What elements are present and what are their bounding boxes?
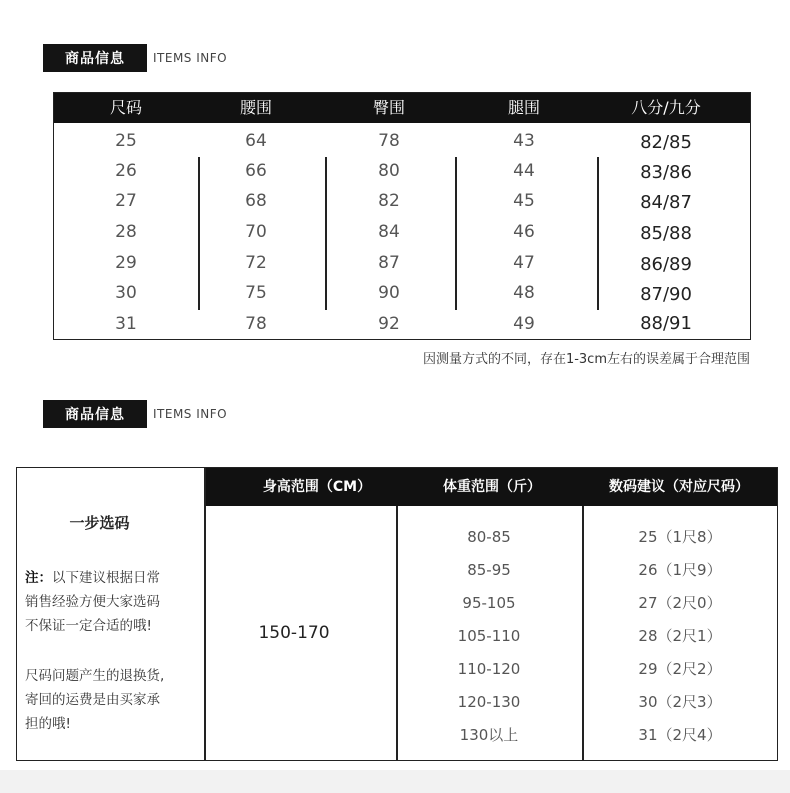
table-header xyxy=(54,93,750,123)
cell-waist: 64 xyxy=(245,131,267,151)
header-thigh: 腿围 xyxy=(507,98,541,117)
cell-hip: 87 xyxy=(378,253,400,273)
cell-waist: 75 xyxy=(245,283,267,303)
cell-hip: 78 xyxy=(378,131,400,151)
section-tag: 商品信息 xyxy=(43,44,147,72)
size-suggestion: 25（1尺8） xyxy=(638,528,722,546)
return-policy-note xyxy=(25,664,201,736)
cell-hip: 80 xyxy=(378,161,400,181)
weight-value: 95-105 xyxy=(462,594,516,612)
column-divider xyxy=(198,157,200,310)
weight-value: 105-110 xyxy=(457,627,521,645)
weight-value: 80-85 xyxy=(467,528,511,546)
column-divider xyxy=(325,157,327,310)
size-suggestion: 28（2尺1） xyxy=(638,627,722,645)
section-subtitle: ITEMS INFO xyxy=(153,51,228,65)
note-text: 销售经验方便大家选码 xyxy=(25,594,160,610)
header-waist: 腰围 xyxy=(239,98,273,117)
section-subtitle: ITEMS INFO xyxy=(153,407,228,421)
cell-waist: 70 xyxy=(245,222,267,242)
cell-size: 28 xyxy=(115,222,137,242)
cell-size: 30 xyxy=(115,283,137,303)
cell-thigh: 43 xyxy=(513,131,535,151)
cell-hip: 92 xyxy=(378,314,400,334)
size-suggestion: 31（2尺4） xyxy=(638,726,722,744)
size-suggestion: 29（2尺2） xyxy=(638,660,722,678)
cell-size: 31 xyxy=(115,314,137,334)
guide-title: 一步选码 xyxy=(69,514,130,532)
cell-hip: 82 xyxy=(378,191,400,211)
bottom-strip xyxy=(0,770,790,793)
return-text: 寄回的运费是由买家承 xyxy=(25,692,160,708)
return-text: 尺码问题产生的退换货, xyxy=(25,668,165,684)
note-text: 以下建议根据日常 xyxy=(52,570,160,586)
header-height-range: 身高范围（CM） xyxy=(262,479,372,495)
note-label: 注： xyxy=(25,570,52,586)
cell-size: 25 xyxy=(115,131,137,151)
cell-hip: 90 xyxy=(378,283,400,303)
measurement-note: 因测量方式的不同，存在1-3cm左右的误差属于合理范围 xyxy=(422,352,750,367)
guide-column xyxy=(17,468,204,760)
cell-waist: 72 xyxy=(245,253,267,273)
weight-value: 110-120 xyxy=(457,660,521,678)
cell-thigh: 48 xyxy=(513,283,535,303)
cell-length: 88/91 xyxy=(640,313,692,334)
column-divider xyxy=(204,468,206,760)
cell-length: 87/90 xyxy=(640,284,692,305)
size-suggestion: 26（1尺9） xyxy=(638,561,722,579)
cell-thigh: 46 xyxy=(513,222,535,242)
height-range-value: 150-170 xyxy=(258,623,330,643)
size-suggestion: 30（2尺3） xyxy=(638,693,722,711)
column-divider xyxy=(455,157,457,310)
cell-thigh: 47 xyxy=(513,253,535,273)
header-length: 八分/九分 xyxy=(631,98,701,117)
header-hip: 臀围 xyxy=(372,98,406,117)
weight-value: 130以上 xyxy=(459,726,519,744)
header-weight-range: 体重范围（斤） xyxy=(443,479,541,495)
return-text: 担的哦! xyxy=(25,716,71,732)
section-header-2 xyxy=(43,400,227,428)
cell-length: 83/86 xyxy=(640,162,692,183)
cell-hip: 84 xyxy=(378,222,400,242)
column-divider xyxy=(597,157,599,310)
cell-waist: 68 xyxy=(245,191,267,211)
section-tag: 商品信息 xyxy=(43,400,147,428)
weight-value: 85-95 xyxy=(467,561,511,579)
cell-length: 82/85 xyxy=(640,132,692,153)
cell-size: 27 xyxy=(115,191,137,211)
cell-waist: 78 xyxy=(245,314,267,334)
cell-thigh: 45 xyxy=(513,191,535,211)
column-divider xyxy=(582,506,584,760)
cell-length: 86/89 xyxy=(640,254,692,275)
guide-note xyxy=(25,566,201,638)
cell-length: 85/88 xyxy=(640,223,692,244)
note-text: 不保证一定合适的哦! xyxy=(25,618,152,634)
size-measurement-table xyxy=(53,92,751,340)
header-size-suggestion: 数码建议（对应尺码） xyxy=(609,479,749,495)
cell-size: 29 xyxy=(115,253,137,273)
weight-value: 120-130 xyxy=(457,693,521,711)
cell-size: 26 xyxy=(115,161,137,181)
size-recommendation-table xyxy=(16,467,778,761)
header-size: 尺码 xyxy=(109,98,143,117)
cell-length: 84/87 xyxy=(640,192,692,213)
cell-waist: 66 xyxy=(245,161,267,181)
cell-thigh: 44 xyxy=(513,161,535,181)
size-suggestion: 27（2尺0） xyxy=(638,594,722,612)
cell-thigh: 49 xyxy=(513,314,535,334)
column-divider xyxy=(396,506,398,760)
section-header-1 xyxy=(43,44,227,72)
